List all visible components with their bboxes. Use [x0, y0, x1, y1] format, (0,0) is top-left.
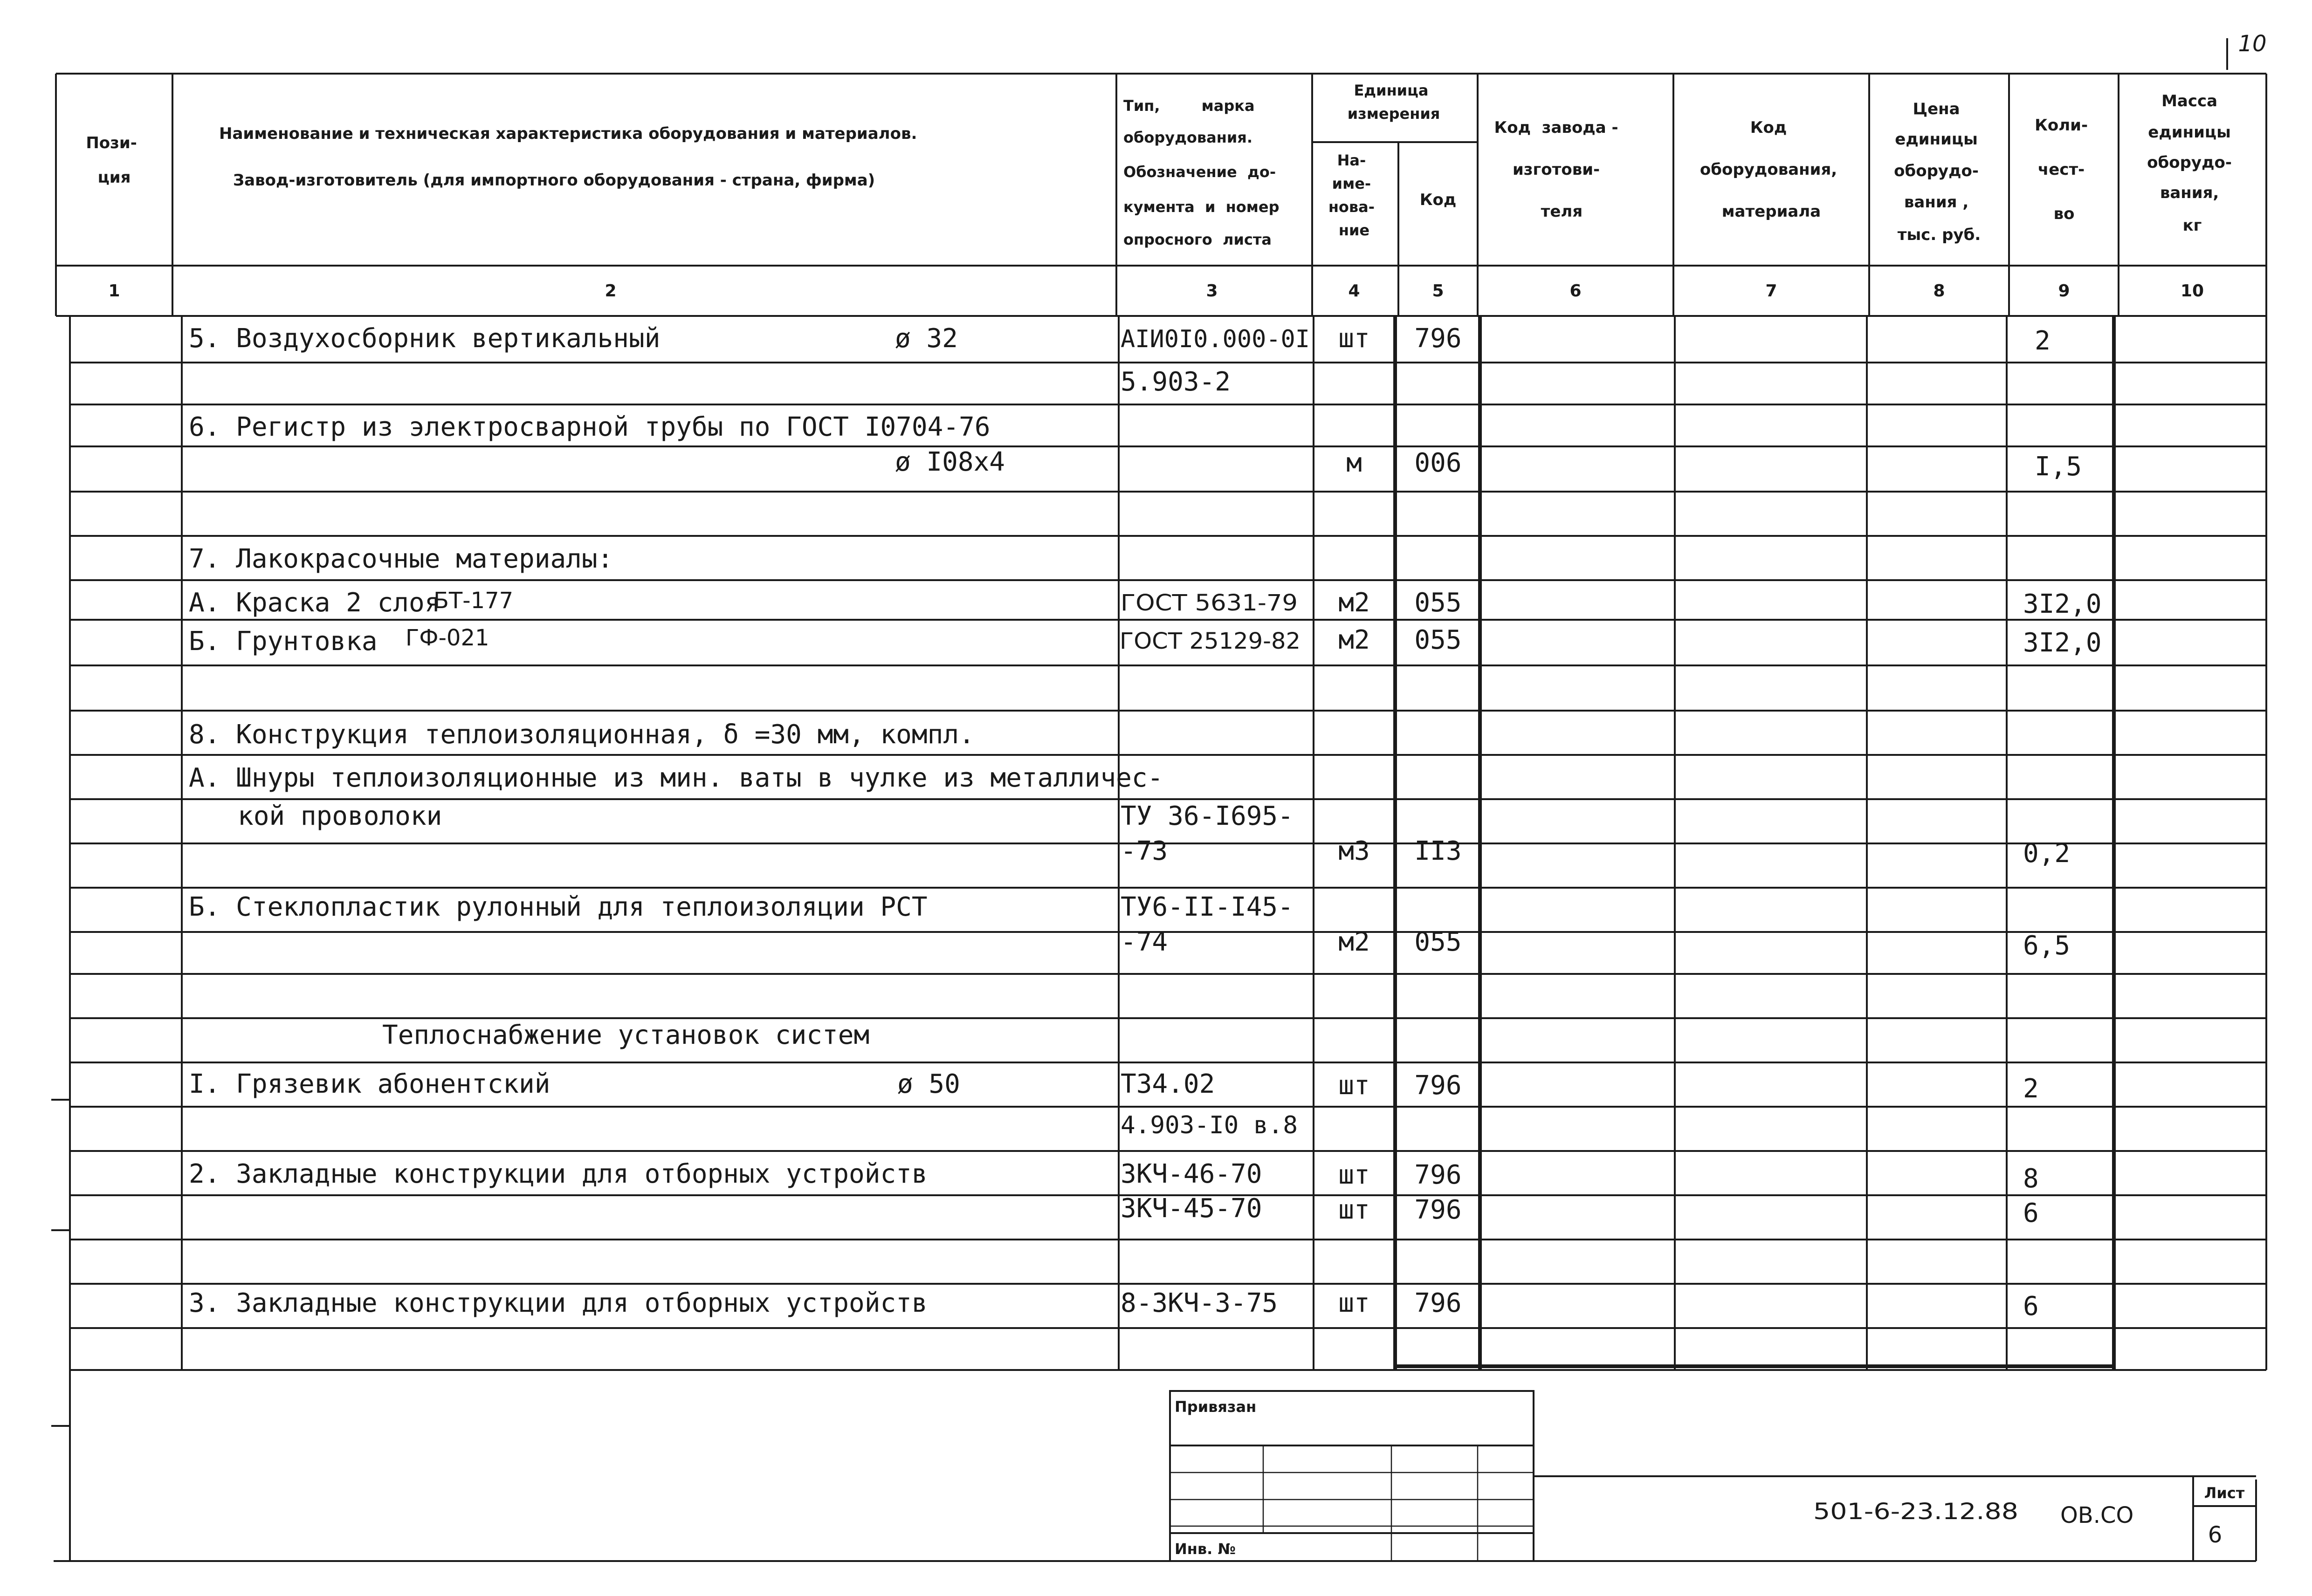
item-document: -73 — [1121, 836, 1168, 866]
table-row — [238, 801, 1294, 831]
item-unit: шт — [1338, 1195, 1370, 1225]
item-unit: м3 — [1338, 836, 1370, 866]
item-name: А. Краска 2 слоя — [189, 588, 440, 618]
header-price: Цена единицы оборудо- вания , тыс. руб. — [1894, 100, 1981, 244]
table-row — [382, 1020, 869, 1050]
item-name: I. Грязевик абонентский — [189, 1069, 550, 1099]
item-name: 6. Регистр из электросварной трубы по ГОСТ I0704-76 — [189, 412, 991, 442]
item-name: Б. Стеклопластик рулонный для теплоизоляции РСТ — [189, 892, 928, 922]
item-quantity: 2 — [2023, 1074, 2039, 1104]
item-diameter: ø I08x4 — [895, 447, 1005, 477]
item-unit-code: 796 — [1414, 1160, 1462, 1190]
header-name: Наименование и техническая характеристика оборудования и материалов. Завод-изготовитель (для импортного оборудования - страна, фирма) — [219, 124, 917, 190]
item-document: 5.903-2 — [1121, 367, 1231, 397]
item-quantity: 2 — [2035, 326, 2051, 356]
item-unit-code: 796 — [1414, 1070, 1462, 1101]
item-name: кой проволоки — [238, 801, 442, 831]
column-number: 2 — [605, 281, 617, 301]
column-numbers — [108, 281, 2204, 301]
column-number: 9 — [2058, 281, 2070, 301]
item-document: ГОСТ 25129-82 — [1120, 628, 1300, 654]
item-unit: шт — [1338, 323, 1370, 354]
item-name: 8. Конструкция теплоизоляционная, δ =30 мм, компл. — [189, 719, 975, 750]
sheet-number: 6 — [2208, 1522, 2223, 1548]
item-name: 3. Закладные конструкции для отборных устройств — [189, 1288, 928, 1318]
header-equipment-code: Код оборудования, материала — [1700, 118, 1837, 221]
item-document: ТУ 36-I695- — [1121, 801, 1294, 831]
item-document: 4.903-I0 в.8 — [1121, 1111, 1298, 1139]
item-unit: м — [1346, 448, 1362, 478]
table-row — [895, 447, 2082, 482]
table-row — [1121, 1111, 1298, 1139]
table-row — [189, 719, 975, 750]
table-header — [0, 0, 2237, 301]
header-mass: Масса единицы оборудо- вания, кг — [2147, 92, 2232, 235]
item-name: 5. Воздухосборник вертикальный — [189, 323, 661, 354]
privyazan-label: Привязан — [1175, 1398, 1257, 1416]
item-unit: шт — [1338, 1070, 1370, 1101]
document-code: 501-6-23.12.88 — [1813, 1499, 2018, 1525]
section-title: Теплоснабжение установок систем — [382, 1020, 870, 1050]
table-row — [1121, 367, 1231, 397]
title-block — [1170, 1391, 2256, 1561]
table-row — [1121, 1193, 2039, 1228]
item-unit: м2 — [1338, 588, 1370, 618]
item-unit-code: 796 — [1414, 1288, 1462, 1318]
table-row — [189, 625, 2102, 658]
item-document: Т34.02 — [1121, 1069, 1215, 1099]
page-number: 10 — [2238, 31, 2267, 57]
item-quantity: 8 — [2023, 1164, 2039, 1194]
item-quantity: 0,2 — [2023, 838, 2071, 869]
item-unit-code: 055 — [1414, 588, 1462, 618]
header-position: Пози- ция — [86, 134, 137, 187]
item-document: ГОСТ 5631-79 — [1121, 590, 1298, 616]
header-unit-group: Единица измерения — [1347, 82, 1440, 123]
column-number: 7 — [1765, 281, 1777, 301]
item-quantity: 6,5 — [2023, 931, 2071, 961]
item-quantity: 6 — [2023, 1291, 2039, 1322]
item-unit: шт — [1338, 1160, 1370, 1190]
column-number: 5 — [1432, 281, 1444, 301]
table-row — [189, 892, 1294, 922]
table-row — [189, 1288, 2039, 1322]
column-number: 6 — [1569, 281, 1582, 301]
item-unit-code: II3 — [1414, 836, 1462, 866]
table-row — [1121, 836, 2070, 869]
column-number: 8 — [1933, 281, 1945, 301]
table-body — [189, 323, 2102, 1322]
item-document: -74 — [1121, 927, 1168, 957]
column-number: 4 — [1348, 281, 1360, 301]
item-unit: м2 — [1338, 927, 1370, 957]
item-quantity: 3I2,0 — [2023, 589, 2102, 619]
item-unit: шт — [1338, 1288, 1370, 1318]
item-document: АIИ0I0.000-0I — [1121, 325, 1310, 353]
header-factory-code: Код завода - изготови- теля — [1494, 118, 1618, 221]
column-number: 10 — [2180, 281, 2204, 301]
item-name: А. Шнуры теплоизоляционные из мин. ваты в чулке из металличес- — [189, 763, 1163, 793]
table-row — [189, 1159, 2039, 1194]
item-unit-code: 796 — [1414, 1195, 1462, 1225]
item-document: ТУ6-II-I45- — [1121, 892, 1294, 922]
item-document: ЗКЧ-45-70 — [1121, 1193, 1262, 1224]
table-row — [189, 1069, 2039, 1104]
column-number: 3 — [1206, 281, 1218, 301]
header-unit-code: Код — [1419, 191, 1457, 209]
item-name: Б. Грунтовка — [189, 626, 378, 657]
table-row — [189, 544, 613, 574]
inventory-number-label: Инв. № — [1175, 1540, 1236, 1558]
document-mark: ОВ.СО — [2060, 1502, 2134, 1528]
item-quantity: 6 — [2023, 1198, 2039, 1228]
header-quantity: Коли- чест- во — [2035, 116, 2088, 223]
header-unit-name: На- име- нова- ние — [1328, 151, 1375, 239]
item-unit-code: 006 — [1414, 448, 1462, 478]
item-unit-code: 055 — [1414, 625, 1462, 655]
table-row — [189, 588, 2102, 619]
item-unit: м2 — [1338, 625, 1370, 655]
item-unit-code: 796 — [1414, 323, 1462, 354]
sheet-label: Лист — [2204, 1484, 2245, 1502]
item-quantity: 3I2,0 — [2023, 628, 2102, 658]
item-quantity: I,5 — [2035, 452, 2082, 482]
item-name: 7. Лакокрасочные материалы: — [189, 544, 613, 574]
table-row — [189, 412, 990, 442]
item-document: ЗКЧ-46-70 — [1121, 1159, 1262, 1189]
item-grade: БТ-177 — [434, 588, 514, 614]
item-name: 2. Закладные конструкции для отборных устройств — [189, 1159, 928, 1189]
item-unit-code: 055 — [1414, 927, 1462, 957]
table-row — [189, 763, 1163, 793]
header-type: Тип, марка оборудования. Обозначение до- кумента и номер опросного листа — [1123, 97, 1280, 248]
item-diameter: ø 50 — [897, 1069, 960, 1099]
item-diameter: ø 32 — [895, 323, 958, 354]
item-grade: ГФ-021 — [406, 625, 489, 651]
column-number: 1 — [108, 281, 120, 301]
item-document: 8-ЗКЧ-3-75 — [1121, 1288, 1278, 1318]
